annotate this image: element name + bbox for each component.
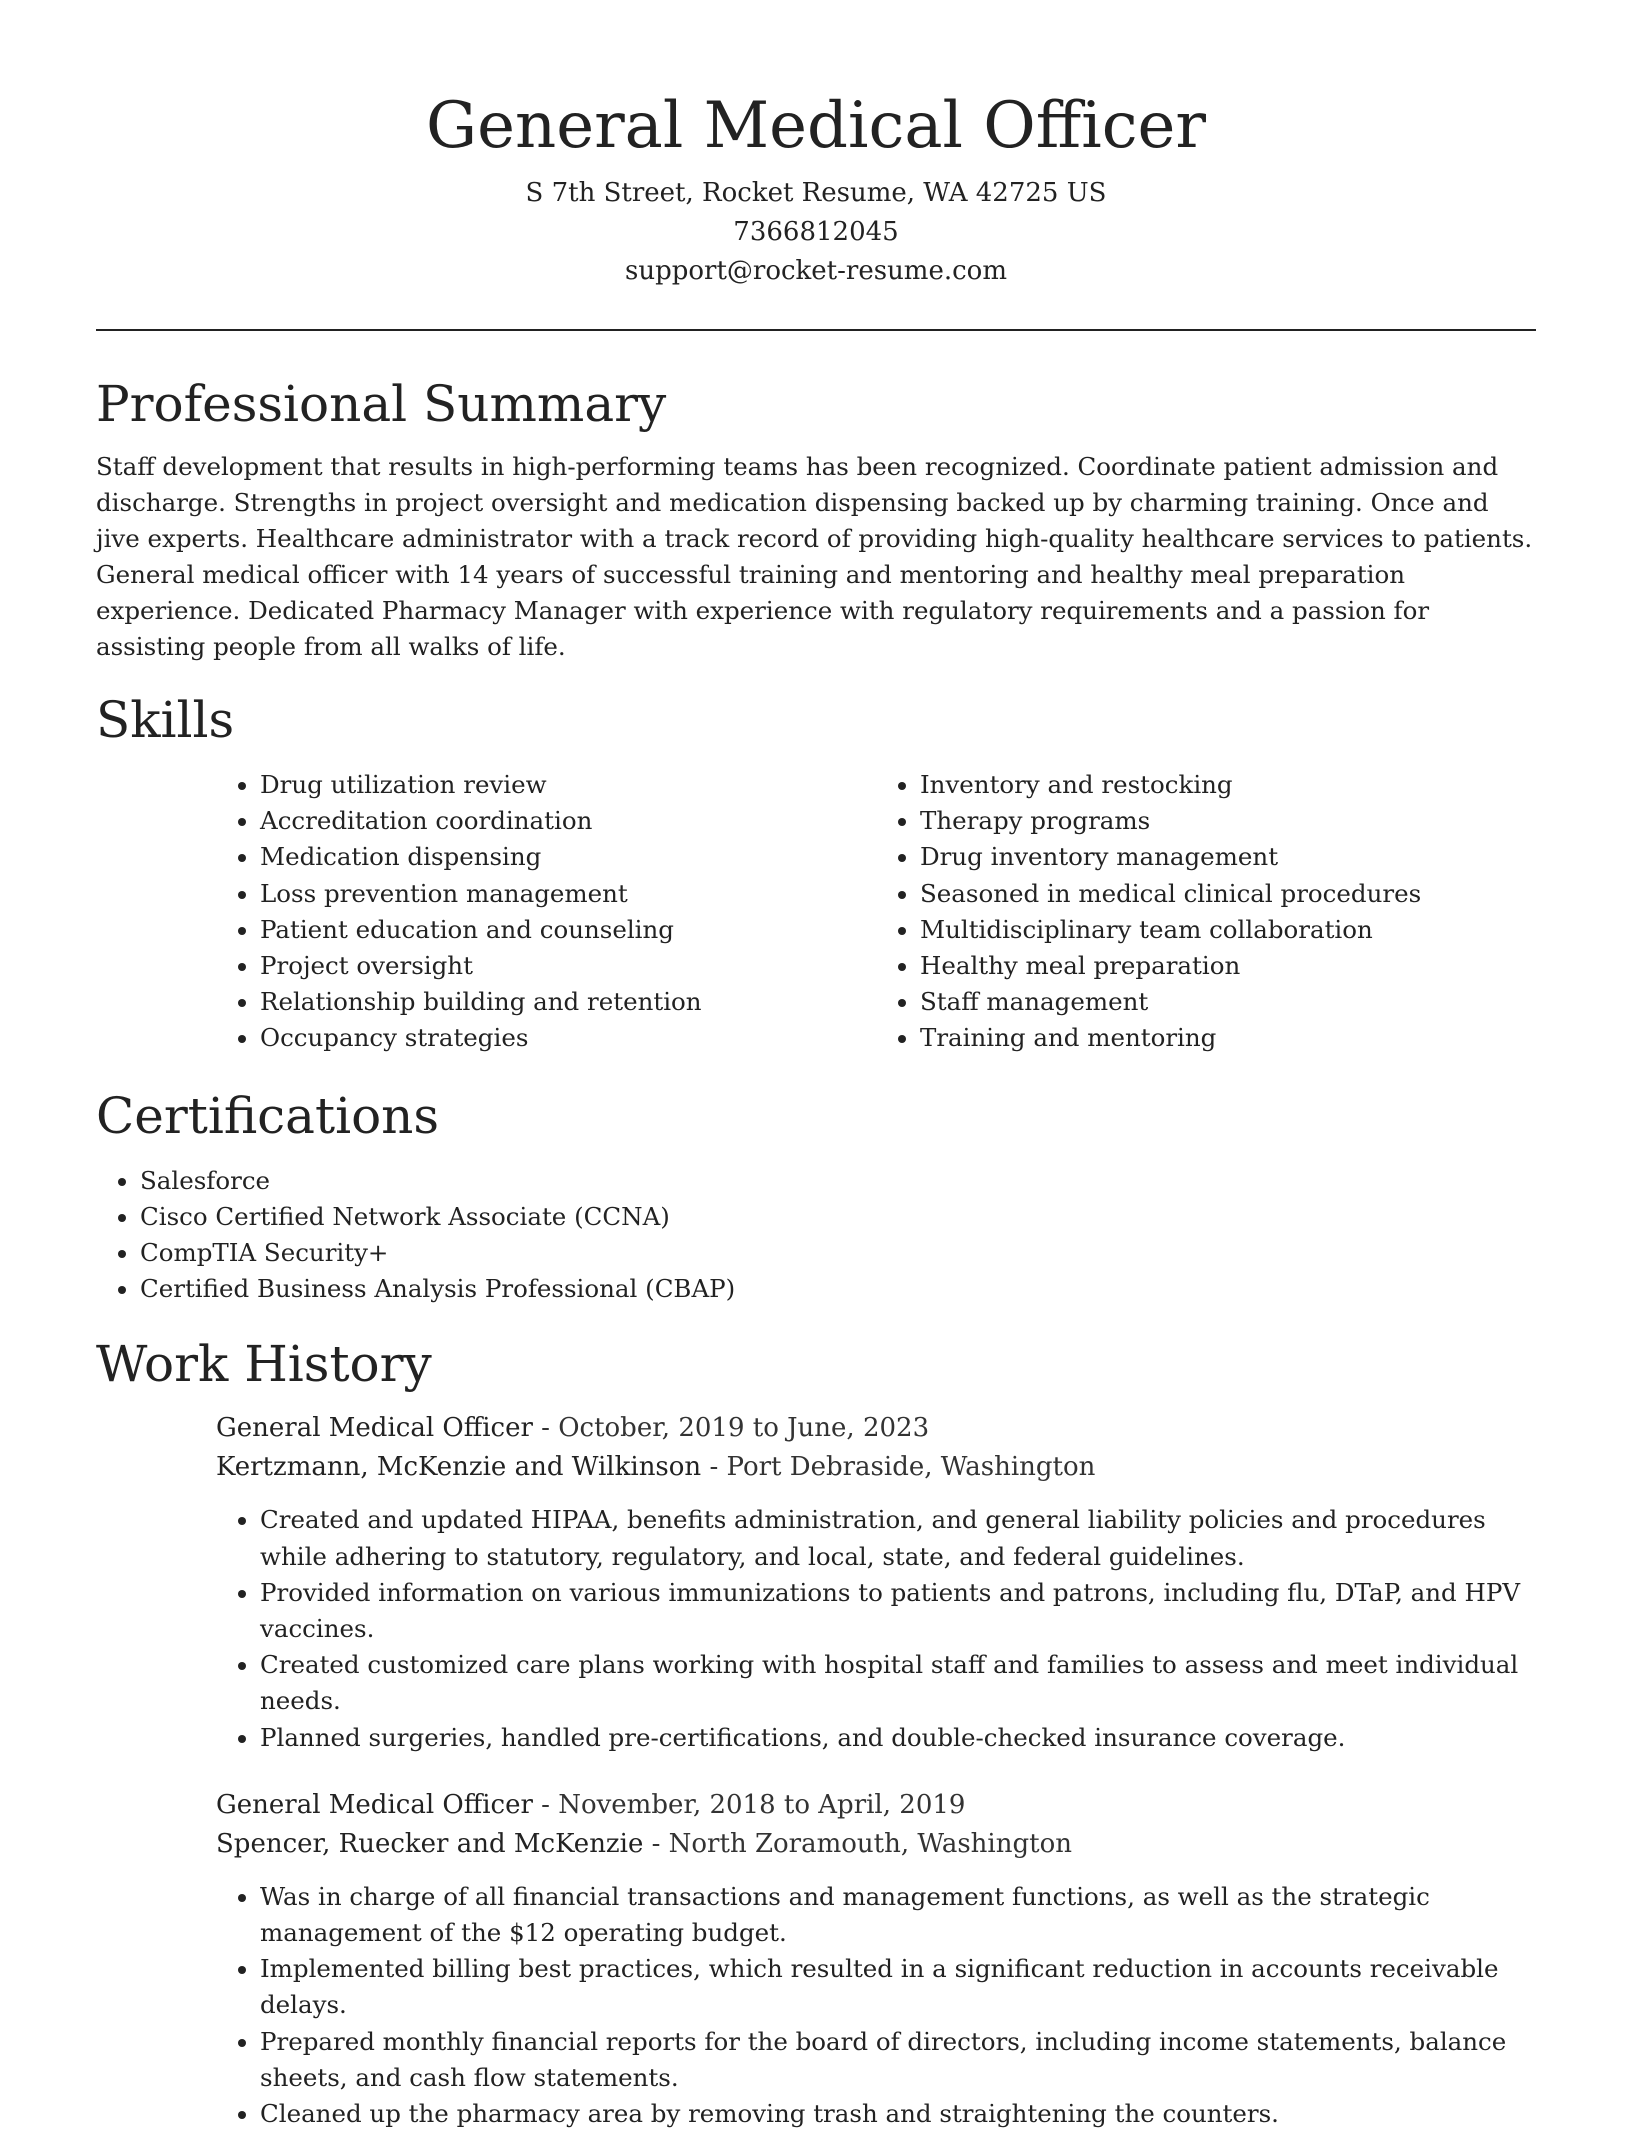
header-divider (96, 329, 1536, 331)
job-bullet: • Cleaned up the pharmacy area by removing trash and straightening the counters. (260, 2096, 1536, 2132)
skill-item: • Patient education and counseling (260, 912, 876, 948)
skill-item: • Healthy meal preparation (920, 948, 1536, 984)
skill-item: • Medication dispensing (260, 839, 876, 875)
job-role: General Medical Officer (216, 1413, 533, 1444)
candidate-name: General Medical Officer (425, 89, 1207, 163)
summary-text: Staff development that results in high-performing teams has been recognized. Coordinate patient admission and discharge. Strengths in project oversight and medication dispensing backed up by charming training. Once and jive experts. Healthcare administrator with a track record of providing high-quality healthcare services to patients. General medical officer with 14 years of successful training and mentoring and healthy meal preparation experience. Dedicated Pharmacy Manager with experience with regulatory requirements and a passion for assisting people from all walks of life. (96, 452, 1533, 661)
email: support@rocket-resume.com (624, 256, 1007, 286)
job-company: Spencer, Ruecker and McKenzie (216, 1828, 644, 1859)
job-company-line (216, 1825, 1536, 1864)
contact-block (96, 174, 1536, 291)
certification-item: • Cisco Certified Network Associate (CCNA) (140, 1199, 1536, 1235)
certifications-section (96, 1085, 1536, 1308)
skills-list-right (876, 767, 1536, 1057)
work-history-heading: Work History (96, 1335, 432, 1394)
skills-heading: Skills (96, 691, 235, 749)
skill-item: • Drug inventory management (920, 839, 1536, 875)
job-bullets (216, 1502, 1536, 1755)
job-dates: - November, 2018 to April, 2019 (532, 1789, 966, 1820)
skill-item: • Occupancy strategies (260, 1020, 876, 1056)
certifications-list (96, 1163, 1536, 1308)
skill-item: • Accreditation coordination (260, 803, 876, 839)
address: S 7th Street, Rocket Resume, WA 42725 US (525, 178, 1107, 208)
job-location: - North Zoramouth, Washington (643, 1828, 1072, 1859)
skill-item: • Drug utilization review (260, 767, 876, 803)
job-role-line (216, 1786, 1536, 1825)
skills-grid (216, 767, 1536, 1057)
job-bullet: • Created and updated HIPAA, benefits administration, and general liability policies and procedures while adhering to statutory, regulatory, and local, state, and federal guidelines. (260, 1502, 1536, 1574)
skill-item: • Inventory and restocking (920, 767, 1536, 803)
skills-section (96, 689, 1536, 1057)
skill-item: • Training and mentoring (920, 1020, 1536, 1056)
job-entry (216, 1786, 1536, 2132)
job-company-line (216, 1448, 1536, 1487)
certification-item: • Certified Business Analysis Professional (CBAP) (140, 1271, 1536, 1307)
job-role: General Medical Officer (216, 1789, 533, 1820)
work-history-section (96, 1333, 1536, 2132)
skill-item: • Therapy programs (920, 803, 1536, 839)
certifications-heading: Certifications (96, 1086, 440, 1145)
skill-item: • Multidisciplinary team collaboration (920, 912, 1536, 948)
skill-item: • Staff management (920, 984, 1536, 1020)
resume-header (96, 0, 1536, 291)
skill-item: • Loss prevention management (260, 876, 876, 912)
job-location: - Port Debraside, Washington (701, 1452, 1096, 1483)
job-company: Kertzmann, McKenzie and Wilkinson (216, 1452, 702, 1483)
job-bullet: • Provided information on various immunizations to patients and patrons, including flu, DTaP, and HPV vaccines. (260, 1575, 1536, 1647)
certification-item: • Salesforce (140, 1163, 1536, 1199)
job-bullet: • Planned surgeries, handled pre-certifications, and double-checked insurance coverage. (260, 1720, 1536, 1756)
phone: 7366812045 (733, 217, 899, 247)
certification-item: • CompTIA Security+ (140, 1235, 1536, 1271)
summary-heading: Professional Summary (96, 375, 667, 433)
skill-item: • Project oversight (260, 948, 876, 984)
job-bullet: • Created customized care plans working with hospital staff and families to assess and meet individual needs. (260, 1647, 1536, 1719)
resume-page (96, 0, 1536, 2132)
job-entry (216, 1409, 1536, 1755)
job-bullets (216, 1879, 1536, 2132)
skill-item: • Seasoned in medical clinical procedures (920, 876, 1536, 912)
job-bullet: • Was in charge of all financial transactions and management functions, as well as the strategic management of the $12 operating budget. (260, 1879, 1536, 1951)
job-bullet: • Prepared monthly financial reports for the board of directors, including income statements, balance sheets, and cash flow statements. (260, 2024, 1536, 2096)
skills-list-left (216, 767, 876, 1057)
job-dates: - October, 2019 to June, 2023 (532, 1413, 930, 1444)
job-role-line (216, 1409, 1536, 1448)
job-bullet: • Implemented billing best practices, which resulted in a significant reduction in accounts receivable delays. (260, 1951, 1536, 2023)
skill-item: • Relationship building and retention (260, 984, 876, 1020)
summary-section (96, 373, 1536, 665)
